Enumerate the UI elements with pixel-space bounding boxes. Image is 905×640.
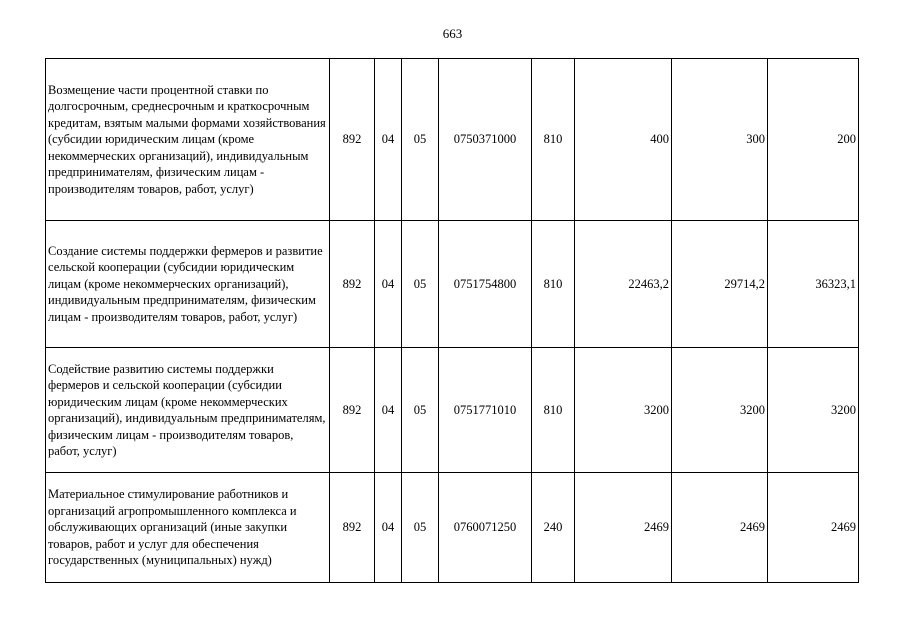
section-code: 04 (375, 473, 402, 583)
amount-year-2: 2469 (672, 473, 768, 583)
row-description: Возмещение части процентной ставки по долгосрочным, среднесрочным и краткосрочным кредитам, взятым малыми формами хозяйствования (субсидии юридическим лицам (кроме некоммерческих организаций), индивидуальным предпринимателям, физическим лицам - производителям товаров, работ, услуг) (46, 59, 330, 221)
ministry-code: 892 (330, 221, 375, 348)
ministry-code: 892 (330, 59, 375, 221)
budget-table (45, 58, 859, 583)
table-row (46, 473, 859, 583)
section-code: 04 (375, 221, 402, 348)
subsection-code: 05 (402, 59, 439, 221)
section-code: 04 (375, 348, 402, 473)
subsection-code: 05 (402, 348, 439, 473)
table-row (46, 221, 859, 348)
amount-year-3: 36323,1 (768, 221, 859, 348)
subsection-code: 05 (402, 473, 439, 583)
row-description: Содействие развитию системы поддержки фермеров и сельской кооперации (субсидии юридическим лицам (кроме некоммерческих организаций), индивидуальным предпринимателям, физическим лицам - производителям товаров, работ, услуг) (46, 348, 330, 473)
amount-year-1: 2469 (575, 473, 672, 583)
section-code: 04 (375, 59, 402, 221)
target-article-code: 0751771010 (439, 348, 532, 473)
amount-year-1: 400 (575, 59, 672, 221)
expense-type-code: 240 (532, 473, 575, 583)
amount-year-1: 3200 (575, 348, 672, 473)
expense-type-code: 810 (532, 59, 575, 221)
amount-year-2: 3200 (672, 348, 768, 473)
target-article-code: 0750371000 (439, 59, 532, 221)
page-number: 663 (442, 26, 463, 41)
amount-year-2: 29714,2 (672, 221, 768, 348)
expense-type-code: 810 (532, 221, 575, 348)
table-row (46, 348, 859, 473)
row-description: Материальное стимулирование работников и организаций агропромышленного комплекса и обслуживающих организаций (иные закупки товаров, работ и услуг для обеспечения государственных (муниципальных) нужд) (46, 473, 330, 583)
row-description: Создание системы поддержки фермеров и развитие сельской кооперации (субсидии юридическим лицам (кроме некоммерческих организаций), индивидуальным предпринимателям, физическим лицам - производителям товаров, работ, услуг) (46, 221, 330, 348)
subsection-code: 05 (402, 221, 439, 348)
target-article-code: 0760071250 (439, 473, 532, 583)
expense-type-code: 810 (532, 348, 575, 473)
amount-year-3: 3200 (768, 348, 859, 473)
amount-year-3: 200 (768, 59, 859, 221)
table-row (46, 59, 859, 221)
amount-year-2: 300 (672, 59, 768, 221)
ministry-code: 892 (330, 473, 375, 583)
amount-year-1: 22463,2 (575, 221, 672, 348)
amount-year-3: 2469 (768, 473, 859, 583)
target-article-code: 0751754800 (439, 221, 532, 348)
ministry-code: 892 (330, 348, 375, 473)
